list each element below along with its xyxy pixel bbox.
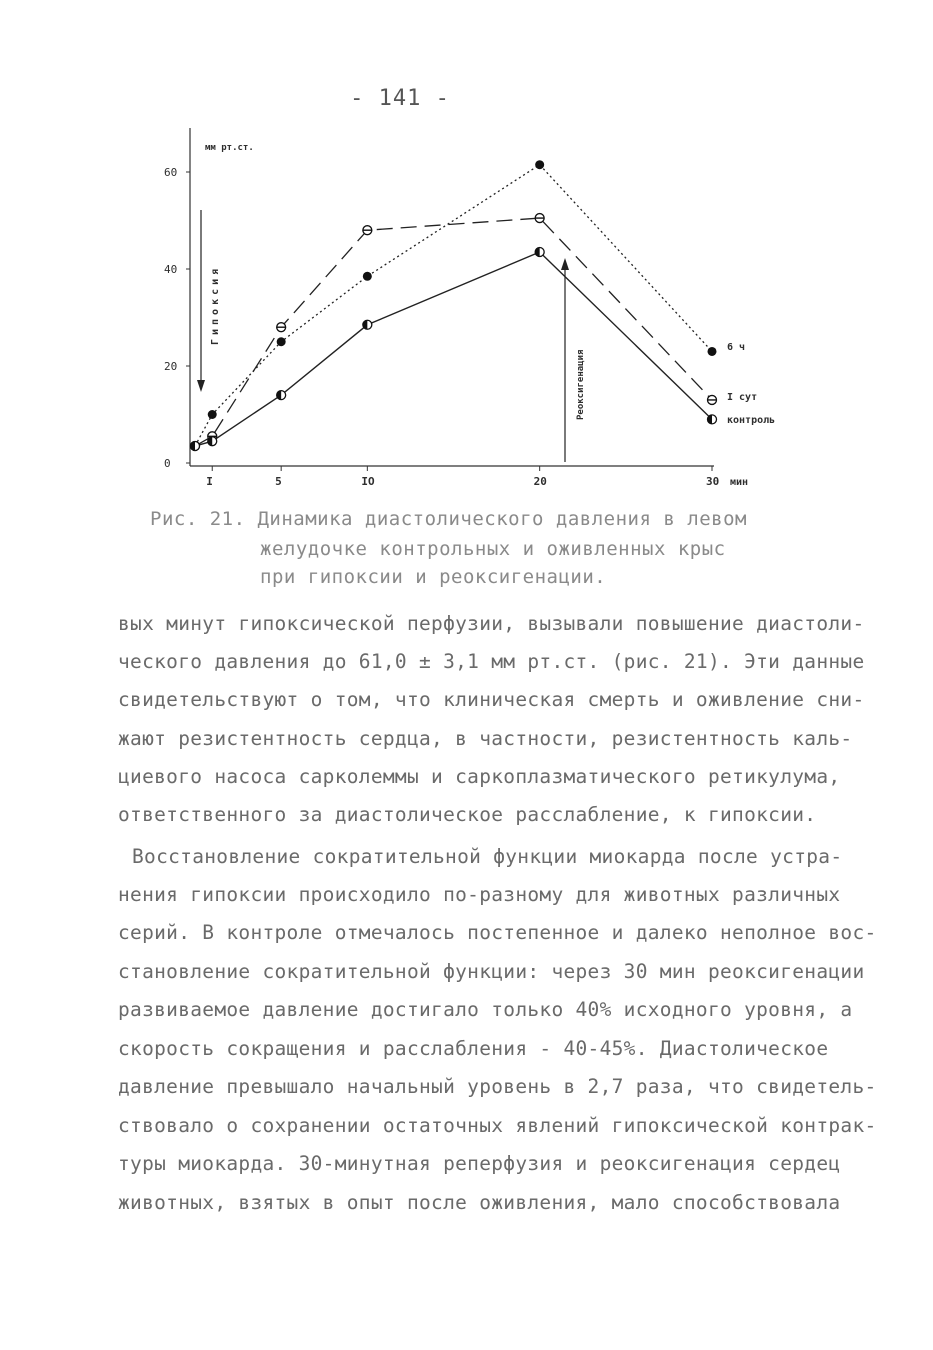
body-line: серий. В контроле отмечалось постепенное и далеко неполное вос- [118,921,877,944]
body-line: жают резистентность сердца, в частности, резистентность каль- [118,727,853,750]
body-line: вых минут гипоксической перфузии, вызывали повышение диастоли- [118,612,865,635]
series-label-2: контроль [727,415,776,426]
body-line: давление превышало начальный уровень в 2,7 раза, что свидетель- [118,1075,877,1098]
series-label-0: 6 ч [727,342,746,353]
body-line: туры миокарда. 30-минутная реперфузия и реоксигенация сердец [118,1152,841,1175]
body-line: ческого давления до 61,0 ± 3,1 мм рт.ст. (рис. 21). Эти данные [118,650,865,673]
y-tick-label: 60 [164,166,178,179]
caption-line: при гипоксии и реоксигенации. [260,566,607,588]
x-tick-label: 5 [275,475,282,488]
series-line-0 [195,165,712,446]
diastolic-pressure-chart [0,0,933,520]
body-line: животных, взятых в опыт после оживления, мало способствовала [118,1191,841,1214]
x-tick-label: IO [361,475,375,488]
reoxygenation-arrowhead [561,258,569,270]
body-line: циевого насоса сарколеммы и саркоплазматического ретикулума, [118,765,841,788]
x-tick-label: 20 [533,475,547,488]
reoxygenation-label: Реоксигенация [576,349,586,420]
x-tick-label: 30 [706,475,720,488]
data-point [535,160,544,169]
y-tick-label: 40 [164,263,178,276]
body-line: скорость сокращения и расслабления - 40-45%. Диастолическое [118,1037,829,1060]
body-line: развиваемое давление достигало только 40% исходного уровня, а [118,998,853,1021]
hypoxia-arrowhead [197,380,205,392]
body-line: свидетельствуют о том, что клиническая смерть и оживление сни- [118,688,865,711]
series-line-1 [195,218,712,446]
y-tick-label: 0 [164,457,171,470]
x-axis-label: мин [730,477,749,488]
caption-line: желудочке контрольных и оживленных крыс [260,538,726,560]
series-line-2 [195,252,712,446]
data-point [208,410,217,419]
body-line: становление сократительной функции: через 30 мин реоксигенации [118,960,865,983]
y-tick-label: 20 [164,360,178,373]
body-line: нения гипоксии происходило по-разному для животных различных [118,883,841,906]
x-tick-label: I [206,475,213,488]
body-line: ствовало о сохранении остаточных явлений гипоксической контрак- [118,1114,877,1137]
hypoxia-label: Гипоксия [210,264,221,345]
caption-line: Рис. 21. Динамика диастолического давления в левом [150,508,747,530]
body-line: ответственного за диастолическое расслабление, к гипоксии. [118,803,817,826]
body-line: Восстановление сократительной функции миокарда после устра- [132,845,843,868]
data-point [708,347,717,356]
y-axis-label: мм рт.ст. [205,143,254,153]
data-point [363,272,372,281]
series-label-1: I сут [727,392,758,403]
data-point [277,337,286,346]
page-number: - 141 - [350,86,450,111]
